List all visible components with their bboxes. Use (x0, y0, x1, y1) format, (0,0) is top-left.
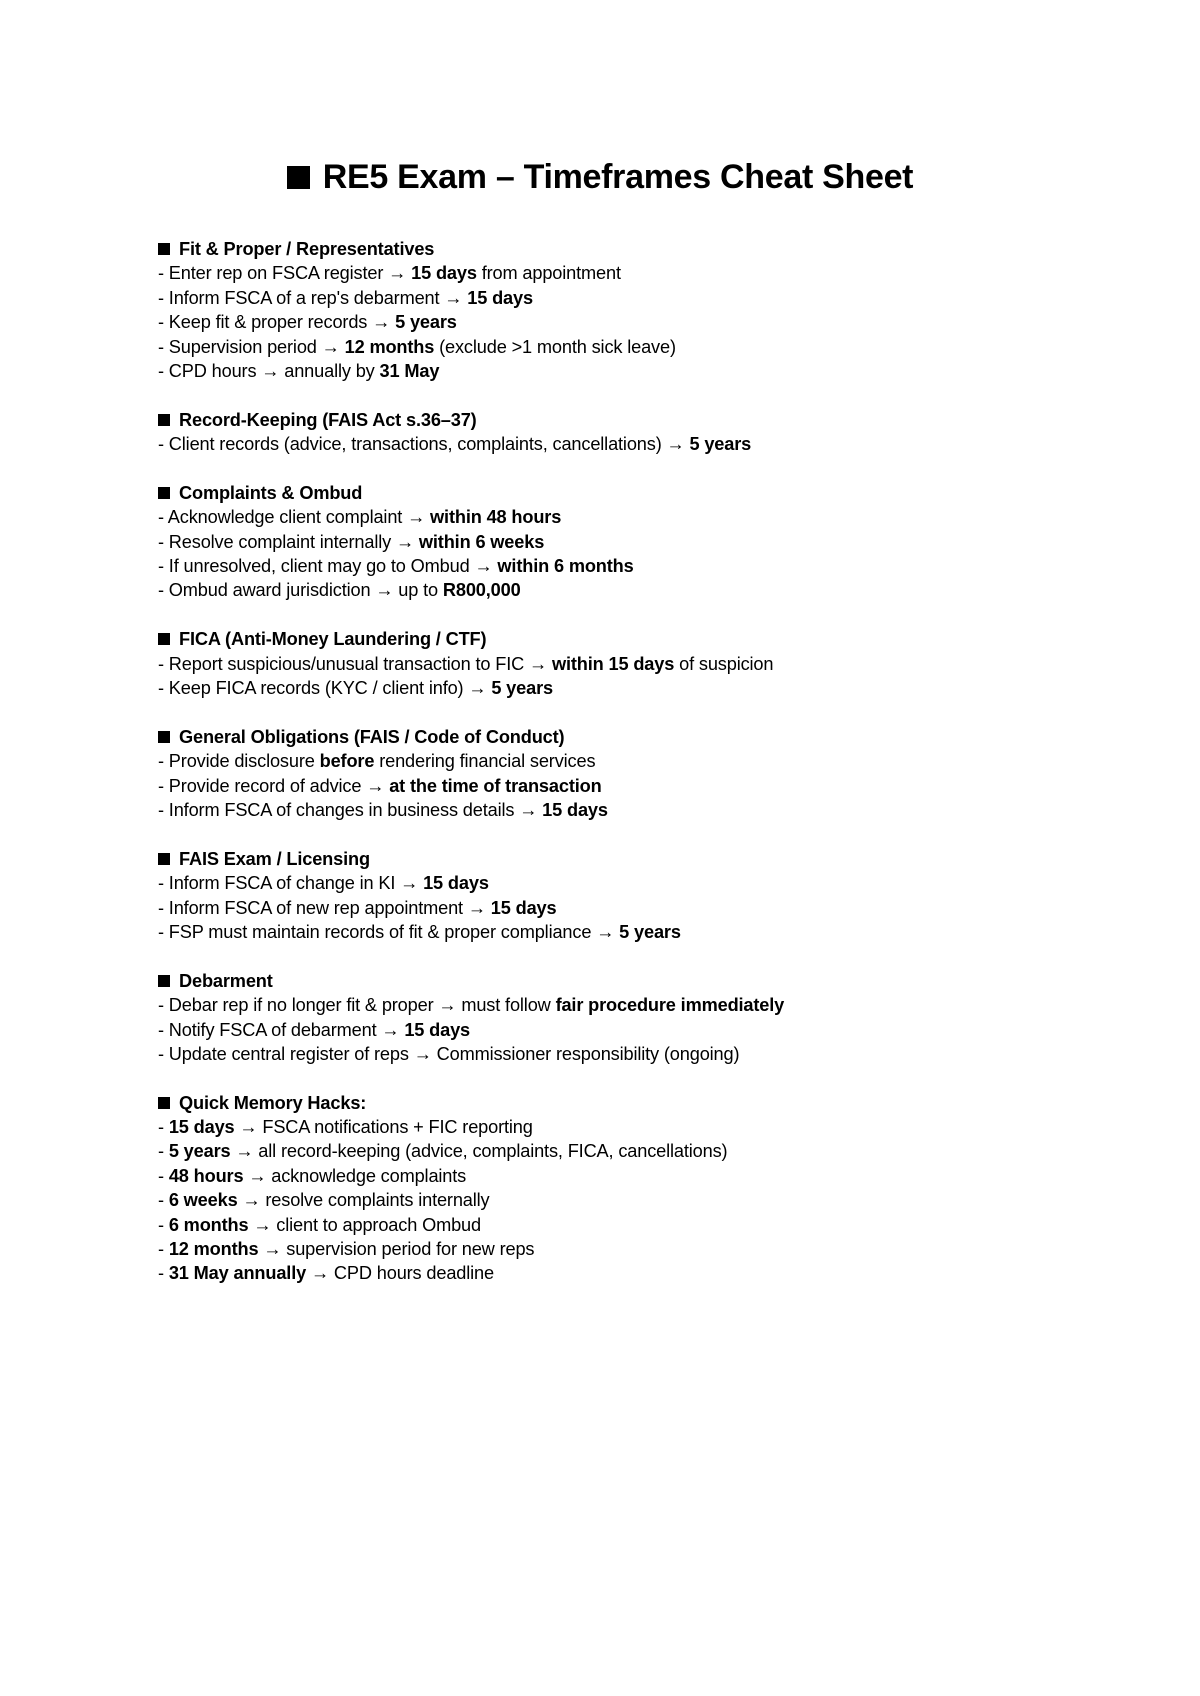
list-item-text: from appointment (476, 263, 621, 284)
list-item-text: of suspicion (674, 653, 774, 674)
list-item-text: (exclude >1 month sick leave) (434, 336, 676, 357)
section-heading (158, 725, 1158, 749)
list-item-text: - Debar rep if no longer fit & proper → must follow (158, 995, 556, 1016)
list-item-text: - Report suspicious/unusual transaction to FIC → (158, 653, 552, 674)
section (158, 969, 1158, 1067)
list-item-emphasis: 6 weeks (168, 1190, 238, 1211)
list-item-text: - Keep FICA records (KYC / client info) → (158, 678, 492, 699)
list-item-text: - Ombud award jurisdiction → up to (158, 580, 443, 601)
black-square-icon (158, 853, 170, 865)
list-item-text: - Provide disclosure (158, 751, 320, 772)
list-item-emphasis: within 6 weeks (418, 531, 545, 552)
list-item-emphasis: 12 months (168, 1239, 259, 1260)
list-item (158, 1188, 1158, 1212)
section-heading (158, 627, 1158, 651)
section (158, 408, 1158, 457)
list-item-text: - (158, 1239, 169, 1260)
section-heading-text: Debarment (179, 970, 273, 991)
list-item-text: - Enter rep on FSCA register → (158, 263, 412, 284)
section (158, 627, 1158, 700)
list-item-emphasis: 48 hours (168, 1165, 244, 1186)
section-heading (158, 481, 1158, 505)
list-item-text: - Notify FSCA of debarment → (158, 1019, 405, 1040)
list-item-emphasis: R800,000 (442, 580, 521, 601)
list-item-emphasis: before (319, 751, 375, 772)
section-heading (158, 237, 1158, 261)
list-item (158, 871, 1158, 895)
list-item-text: - Inform FSCA of change in KI → (158, 873, 424, 894)
black-square-icon (158, 633, 170, 645)
list-item-emphasis: within 6 months (497, 556, 634, 577)
list-item (158, 578, 1158, 602)
list-item (158, 1139, 1158, 1163)
list-item (158, 1213, 1158, 1237)
list-item (158, 432, 1158, 456)
cheat-sheet-content (158, 237, 1158, 1310)
list-item (158, 310, 1158, 334)
list-item (158, 530, 1158, 554)
list-item-text: - (158, 1263, 169, 1284)
list-item-emphasis: 5 years (168, 1141, 231, 1162)
list-item-text: - (158, 1190, 169, 1211)
section-heading-text: General Obligations (FAIS / Code of Conduct) (179, 726, 565, 747)
list-item-emphasis: 12 months (344, 336, 435, 357)
list-item-emphasis: 31 May (379, 360, 440, 381)
list-item-text: rendering financial services (374, 751, 596, 772)
section (158, 725, 1158, 823)
page-title (0, 157, 1200, 197)
list-item (158, 774, 1158, 798)
section-heading-text: Quick Memory Hacks: (179, 1092, 367, 1113)
black-square-icon (158, 487, 170, 499)
list-item (158, 798, 1158, 822)
black-square-icon (158, 243, 170, 255)
section-heading-text: FICA (Anti-Money Laundering / CTF) (179, 629, 487, 650)
list-item-emphasis: 15 days (490, 897, 557, 918)
list-item-emphasis: within 15 days (551, 653, 675, 674)
section-heading-text: Record-Keeping (FAIS Act s.36–37) (179, 409, 477, 430)
list-item (158, 554, 1158, 578)
list-item (158, 749, 1158, 773)
list-item-emphasis: 15 days (411, 263, 477, 284)
list-item (158, 505, 1158, 529)
section-heading (158, 408, 1158, 432)
list-item-text: → client to approach Ombud (248, 1214, 481, 1235)
black-square-icon (158, 975, 170, 987)
list-item (158, 676, 1158, 700)
list-item-text: → acknowledge complaints (243, 1165, 467, 1186)
list-item (158, 993, 1158, 1017)
list-item-emphasis: at the time of transaction (389, 775, 602, 796)
list-item (158, 1018, 1158, 1042)
list-item-text: - (158, 1165, 169, 1186)
list-item-emphasis: within 48 hours (430, 507, 562, 528)
section-heading-text: FAIS Exam / Licensing (179, 848, 370, 869)
list-item (158, 286, 1158, 310)
list-item-text: - Keep fit & proper records → (158, 312, 396, 333)
list-item-text: → CPD hours deadline (306, 1263, 494, 1284)
page-title-text: RE5 Exam – Timeframes Cheat Sheet (322, 158, 914, 196)
list-item-text: - Provide record of advice → (158, 775, 390, 796)
list-item-text: - (158, 1141, 169, 1162)
list-item-text: - If unresolved, client may go to Ombud → (158, 556, 498, 577)
list-item-text: - Inform FSCA of new rep appointment → (158, 897, 491, 918)
black-square-icon (158, 731, 170, 743)
section-heading (158, 1091, 1158, 1115)
list-item-text: - Supervision period → (158, 336, 345, 357)
list-item-text: - Resolve complaint internally → (158, 531, 419, 552)
list-item-emphasis: fair procedure immediately (555, 995, 785, 1016)
list-item (158, 1237, 1158, 1261)
list-item-text: - Update central register of reps → Commissioner responsibility (ongoing) (158, 1043, 740, 1064)
section (158, 237, 1158, 383)
list-item-text: → all record-keeping (advice, complaints, FICA, cancellations) (230, 1141, 728, 1162)
list-item-text: - Inform FSCA of a rep's debarment → (158, 287, 468, 308)
list-item-emphasis: 15 days (168, 1117, 235, 1138)
list-item (158, 1042, 1158, 1066)
section-heading (158, 969, 1158, 993)
section (158, 481, 1158, 603)
black-square-icon (158, 414, 170, 426)
list-item-text: - Inform FSCA of changes in business details → (158, 799, 543, 820)
list-item-emphasis: 15 days (404, 1019, 471, 1040)
list-item-emphasis: 5 years (491, 678, 553, 699)
list-item (158, 652, 1158, 676)
list-item-text: - FSP must maintain records of fit & proper compliance → (158, 921, 620, 942)
list-item-text: - CPD hours → annually by (158, 360, 380, 381)
section-heading-text: Complaints & Ombud (179, 482, 363, 503)
list-item (158, 359, 1158, 383)
list-item-emphasis: 5 years (689, 434, 752, 455)
section-heading-text: Fit & Proper / Representatives (179, 239, 435, 259)
list-item-text: - Client records (advice, transactions, complaints, cancellations) → (158, 434, 690, 455)
list-item-text: → FSCA notifications + FIC reporting (234, 1117, 533, 1138)
list-item-emphasis: 31 May annually (168, 1263, 307, 1284)
list-item (158, 261, 1158, 285)
section-heading (158, 847, 1158, 871)
list-item-emphasis: 5 years (619, 921, 681, 942)
list-item-text: → supervision period for new reps (258, 1239, 535, 1260)
black-square-icon (158, 1097, 170, 1109)
list-item-text: → resolve complaints internally (237, 1190, 490, 1211)
list-item (158, 896, 1158, 920)
list-item-text: - (158, 1117, 169, 1138)
section (158, 847, 1158, 945)
list-item (158, 335, 1158, 359)
list-item-emphasis: 15 days (542, 799, 608, 820)
list-item-text: - (158, 1214, 169, 1235)
list-item-emphasis: 6 months (168, 1214, 249, 1235)
section (158, 1091, 1158, 1286)
list-item-text: - Acknowledge client complaint → (158, 507, 431, 528)
list-item (158, 1261, 1158, 1285)
list-item (158, 1164, 1158, 1188)
list-item-emphasis: 5 years (395, 312, 457, 333)
list-item-emphasis: 15 days (423, 873, 489, 894)
list-item (158, 1115, 1158, 1139)
list-item (158, 920, 1158, 944)
black-square-icon (287, 166, 310, 189)
list-item-emphasis: 15 days (467, 287, 533, 308)
